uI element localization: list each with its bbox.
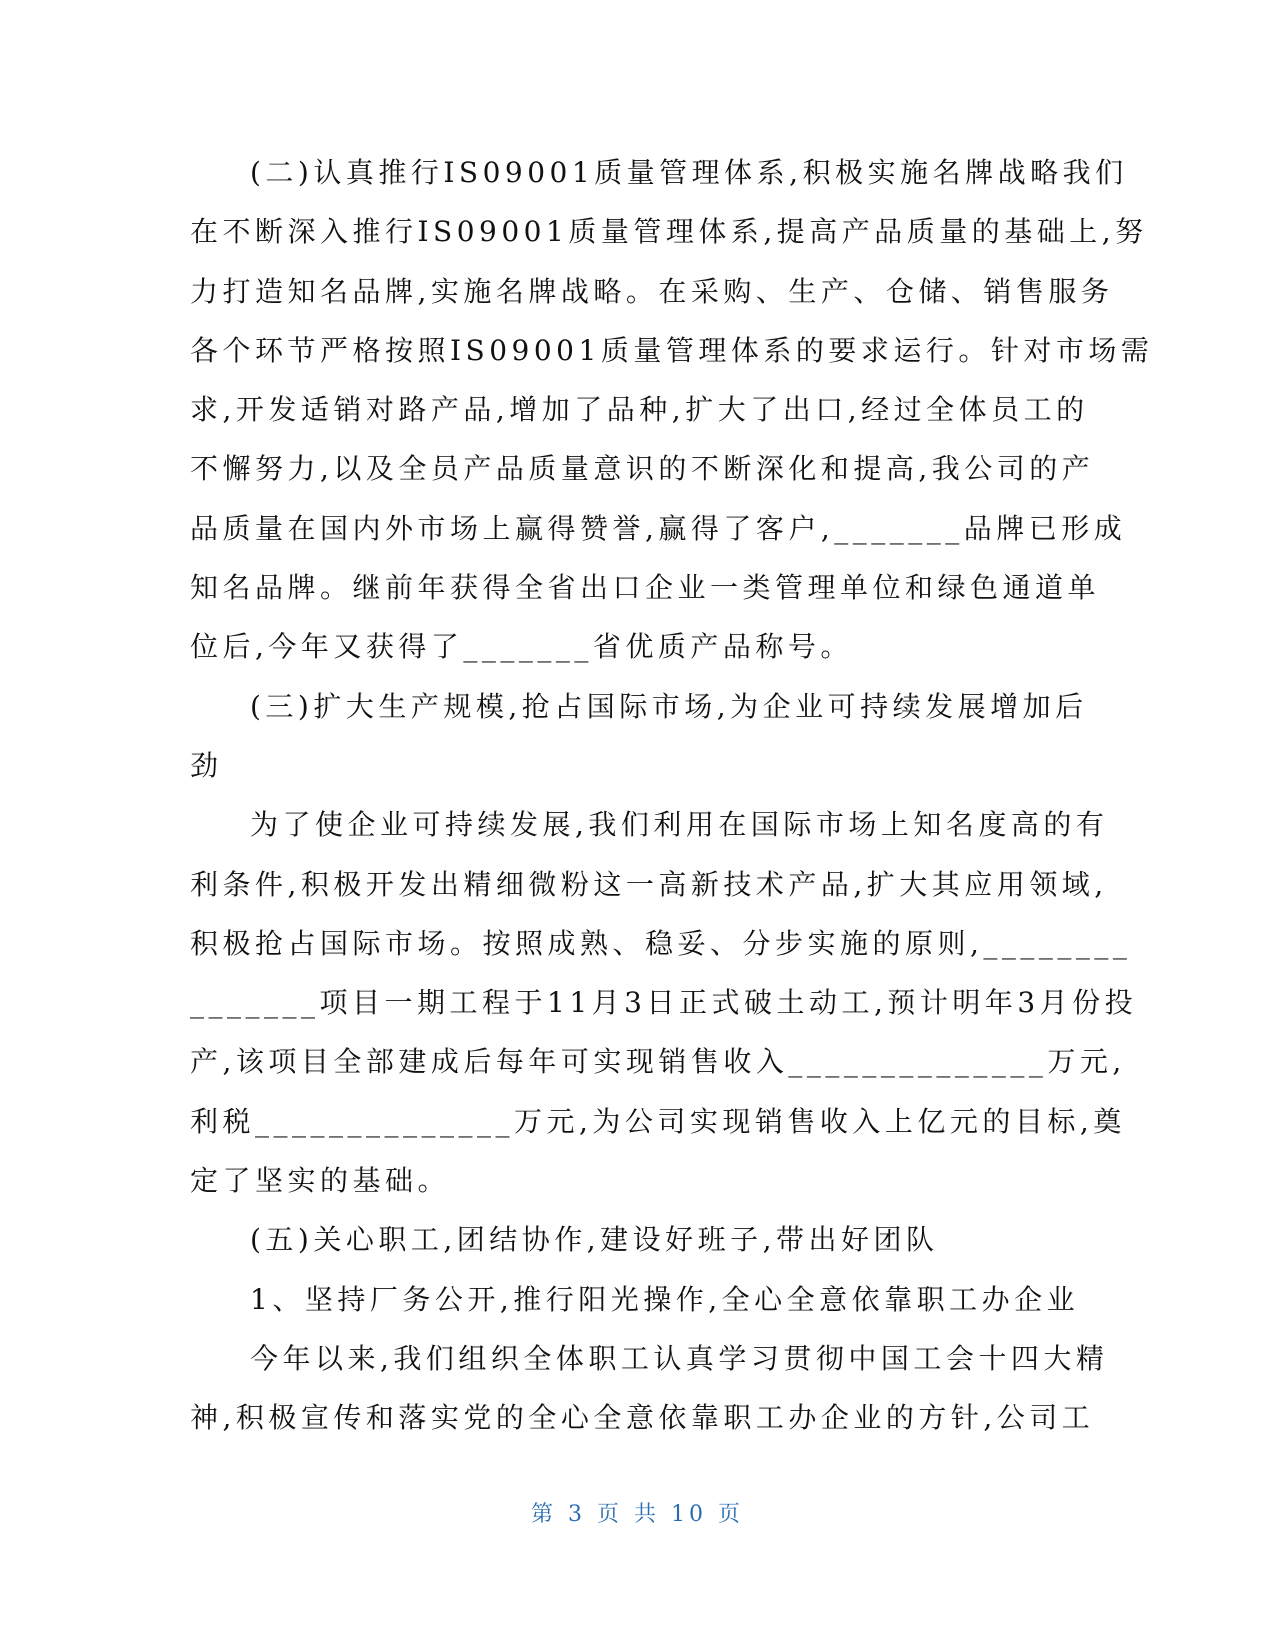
text-line: 积极抢占国际市场。按照成熟、稳妥、分步实施的原则,________ — [190, 926, 1132, 960]
text-line: 各个环节严格按照IS09001质量管理体系的要求运行。针对市场需 — [190, 333, 1154, 367]
text-line: 不懈努力,以及全员产品质量意识的不断深化和提高,我公司的产 — [190, 452, 1095, 486]
text-line: 求,开发适销对路产品,增加了品种,扩大了出口,经过全体员工的 — [190, 393, 1089, 427]
section-heading: (五)关心职工,团结协作,建设好班子,带出好团队 — [250, 1223, 939, 1257]
section-heading: (三)扩大生产规模,抢占国际市场,为企业可持续发展增加后 — [250, 689, 1088, 723]
section-heading-continued: 劲 — [190, 748, 223, 782]
text-line: 位后,今年又获得了_______省优质产品称号。 — [190, 630, 853, 664]
text-line: 神,积极宣传和落实党的全心全意依靠职工办企业的方针,公司工 — [190, 1401, 1095, 1435]
text-line: 在不断深入推行IS09001质量管理体系,提高产品质量的基础上,努 — [190, 215, 1148, 249]
text-line: _______项目一期工程于11月3日正式破土动工,预计明年3月份投 — [190, 986, 1138, 1020]
text-line: 产,该项目全部建成后每年可实现销售收入______________万元, — [190, 1045, 1126, 1079]
text-line: 利税______________万元,为公司实现销售收入上亿元的目标,奠 — [190, 1104, 1126, 1138]
document-body — [190, 143, 1154, 1448]
text-line: 知名品牌。继前年获得全省出口企业一类管理单位和绿色通道单 — [190, 571, 1101, 605]
text-line: (二)认真推行IS09001质量管理体系,积极实施名牌战略我们 — [250, 156, 1128, 189]
text-line: 定了坚实的基础。 — [190, 1164, 451, 1198]
text-line: 品质量在国内外市场上赢得赞誉,赢得了客户,_______品牌已形成 — [190, 511, 1127, 545]
text-line: 利条件,积极开发出精细微粉这一高新技术产品,扩大其应用领域, — [190, 867, 1108, 901]
page-number-footer: 第 3 页 共 10 页 — [531, 1502, 744, 1527]
text-line: 为了使企业可持续发展,我们利用在国际市场上知名度高的有 — [250, 808, 1109, 842]
subsection-heading: 1、坚持厂务公开,推行阳光操作,全心全意依靠职工办企业 — [250, 1282, 1080, 1316]
text-line: 力打造知名品牌,实施名牌战略。在采购、生产、仓储、销售服务 — [190, 274, 1114, 308]
text-line: 今年以来,我们组织全体职工认真学习贯彻中国工会十四大精 — [250, 1341, 1109, 1375]
